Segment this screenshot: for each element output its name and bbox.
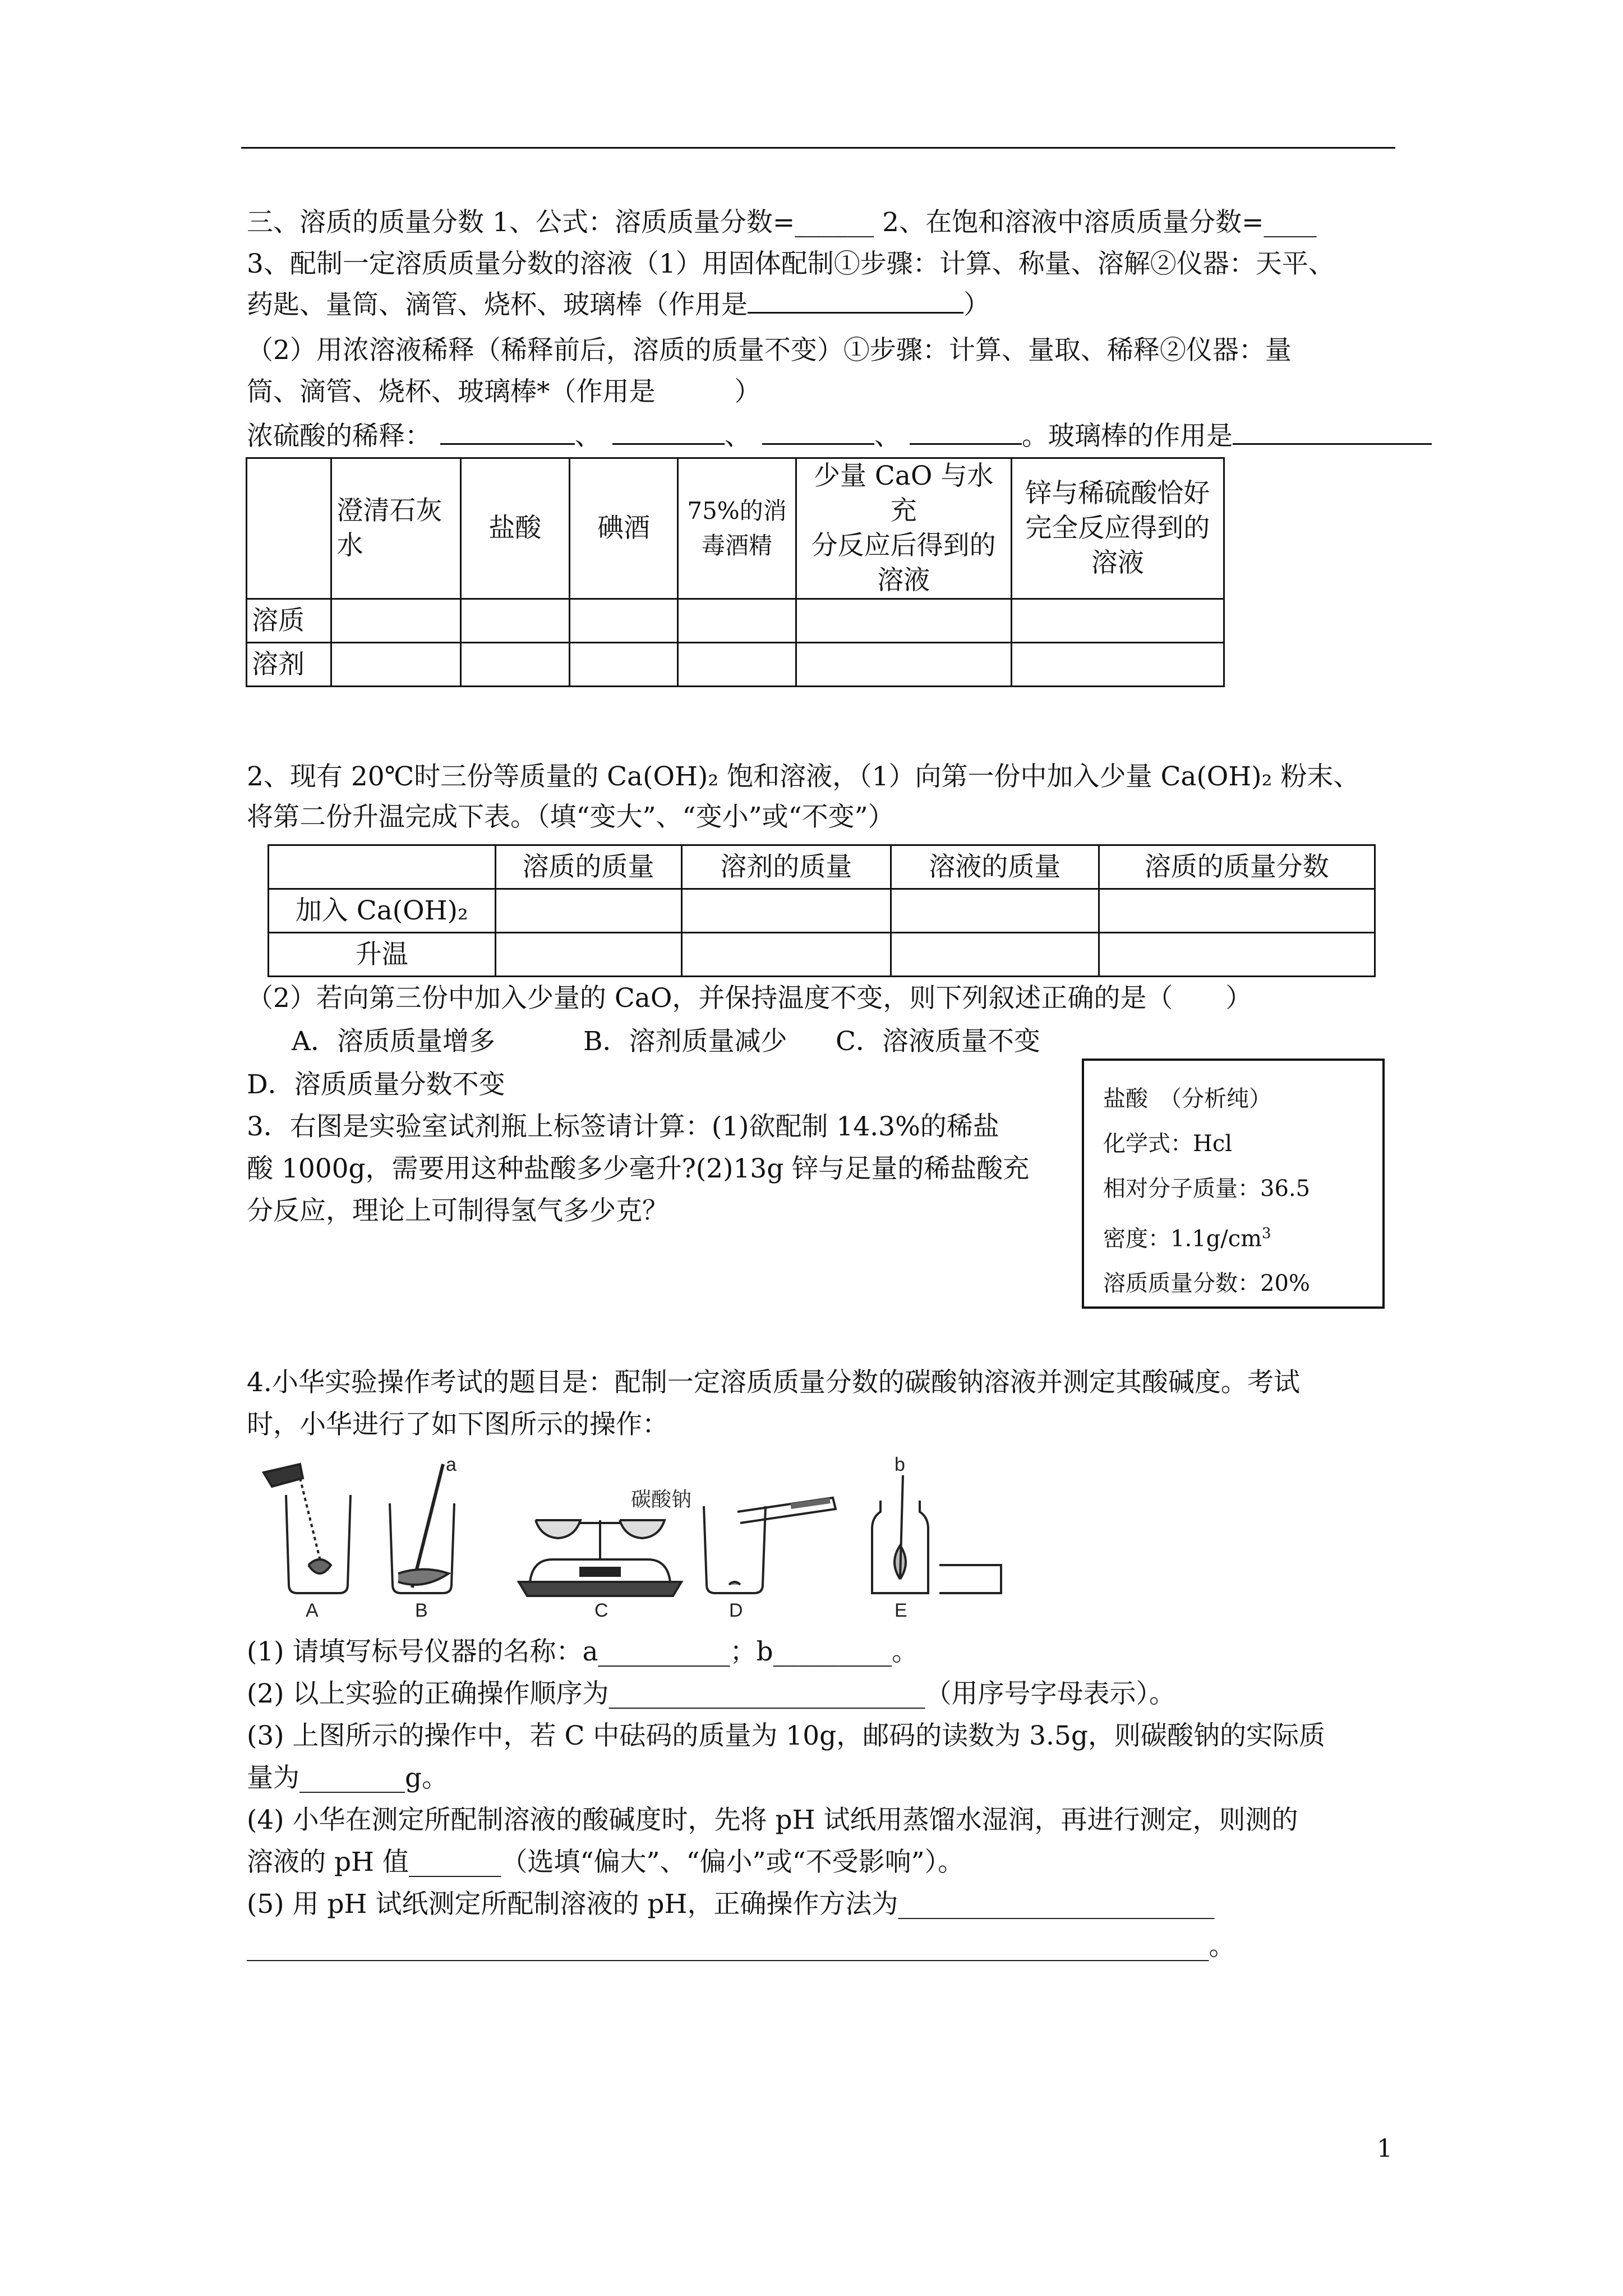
cell[interactable]	[681, 933, 891, 977]
q2-option-d: D．溶质质量分数不变	[247, 1069, 505, 1100]
fig-mark-b: b	[895, 1454, 905, 1475]
cell[interactable]	[460, 599, 569, 643]
cell[interactable]	[569, 599, 678, 643]
q4-p5b: _________________________________________________________________________。	[247, 1931, 1235, 1962]
cell[interactable]	[681, 889, 891, 933]
cell[interactable]	[796, 599, 1011, 643]
fig-label-d: D	[729, 1600, 743, 1621]
q3-line1: 3．右图是实验室试剂瓶上标签请计算：(1)欲配制 14.3%的稀盐	[247, 1111, 999, 1142]
cell[interactable]	[678, 599, 796, 643]
q2-option-a: A．溶质质量增多	[292, 1026, 495, 1057]
fig-mark-a: a	[446, 1454, 457, 1475]
rod-role-label: 。玻璃棒的作用是	[1022, 421, 1233, 452]
q2-option-b: B．溶剂质量减少	[583, 1026, 787, 1057]
blank[interactable]	[440, 421, 575, 445]
row-heat: 升温	[269, 933, 496, 977]
blank[interactable]	[762, 421, 874, 445]
header-iodine: 碘酒	[569, 458, 678, 599]
header-zinc: 锌与稀硫酸恰好 完全反应得到的 溶液	[1011, 458, 1224, 599]
fig-label-e: E	[895, 1600, 907, 1621]
blank[interactable]	[748, 289, 963, 314]
q2-line2: 将第二份升温完成下表。（填“变大”、“变小”或“不变”）	[247, 802, 895, 832]
fig-label-b: B	[415, 1600, 428, 1621]
fig-chem-name: 碳酸钠	[631, 1488, 692, 1511]
cell[interactable]	[1011, 643, 1224, 687]
q4-line2: 时，小华进行了如下图所示的操作：	[247, 1409, 668, 1440]
beaker-a-icon	[264, 1464, 351, 1593]
header-solution-mass: 溶液的质量	[891, 845, 1099, 889]
sep: 、	[725, 421, 751, 452]
bottle-e-icon	[872, 1475, 1001, 1593]
header-mass-fraction: 溶质的质量分数	[1099, 845, 1375, 889]
cell[interactable]	[678, 643, 796, 687]
cell[interactable]	[891, 889, 1099, 933]
q4-p4b: 溶液的 pH 值_______（选填“偏大”、“偏小”或“不受影响”）。	[247, 1847, 965, 1878]
cell[interactable]	[796, 643, 1011, 687]
cell[interactable]	[495, 889, 681, 933]
label-density: 密度：$1.1g/cm^3$	[1103, 1225, 1271, 1252]
beaker-b-icon	[390, 1464, 454, 1593]
q4-p3a: (3) 上图所示的操作中，若 C 中砝码的质量为 10g，邮码的读数为 3.5g，则碳酸钠的实际质	[247, 1720, 1325, 1751]
blank[interactable]	[612, 421, 725, 445]
label-molar-mass: 相对分子质量：36.5	[1103, 1176, 1311, 1202]
row-solute: 溶质	[247, 599, 331, 643]
sep: 、	[575, 421, 601, 452]
cell[interactable]	[331, 643, 460, 687]
cell[interactable]	[460, 643, 569, 687]
header-rule	[241, 147, 1395, 149]
cell[interactable]	[891, 933, 1099, 977]
section3-line6	[247, 417, 1432, 456]
caoh2-table	[268, 844, 1376, 977]
row-solvent: 溶剂	[247, 643, 331, 687]
cell[interactable]	[569, 643, 678, 687]
corner-cell	[269, 845, 496, 889]
beaker-d-icon	[704, 1498, 836, 1593]
section3-line5: 筒、滴管、烧杯、玻璃棒*（作用是 ）	[247, 376, 761, 407]
q2-line1: 2、现有 20℃时三份等质量的 Ca(OH)₂ 饱和溶液，（1）向第一份中加入少量 Ca(OH)₂ 粉末、	[247, 761, 1360, 792]
section3-line3-text: 药匙、量筒、滴管、烧杯、玻璃棒（作用是	[247, 289, 748, 320]
section3-line3-close: ）	[963, 289, 990, 320]
blank[interactable]	[910, 421, 1022, 445]
q4-p1: (1) 请填写标号仪器的名称：a__________；b_________。	[247, 1636, 919, 1667]
q3-line3: 分反应，理论上可制得氢气多少克？	[247, 1195, 668, 1226]
dilution-label: 浓硫酸的稀释：	[247, 421, 431, 452]
solute-solvent-table	[246, 457, 1225, 687]
blank[interactable]	[1233, 421, 1432, 445]
q2-sub2: （2）若向第三份中加入少量的 CaO，并保持温度不变，则下列叙述正确的是（ ）	[247, 983, 1252, 1014]
header-hcl: 盐酸	[460, 458, 569, 599]
balance-icon	[519, 1520, 681, 1596]
q4-p2: (2) 以上实验的正确操作顺序为________________________（用序号字母表示）。	[247, 1678, 1176, 1709]
page-number: 1	[1377, 2134, 1393, 2163]
q4-p3b: 量为________g。	[247, 1763, 449, 1793]
section3-line4: （2）用浓溶液稀释（稀释前后，溶质的质量不变）①步骤：计算、量取、稀释②仪器：量	[247, 335, 1292, 366]
header-alcohol: 75%的消 毒酒精	[678, 458, 796, 599]
q4-line1: 4.小华实验操作考试的题目是：配制一定溶质质量分数的碳酸钠溶液并测定其酸碱度。考试	[247, 1367, 1300, 1398]
cell[interactable]	[331, 599, 460, 643]
header-solvent-mass: 溶剂的质量	[681, 845, 891, 889]
cell[interactable]	[1011, 599, 1224, 643]
label-mass-fraction: 溶质质量分数：20%	[1103, 1271, 1310, 1297]
q3-line2: 酸 1000g，需要用这种盐酸多少毫升?(2)13g 锌与足量的稀盐酸充	[247, 1153, 1030, 1184]
section3-line1: 三、溶质的质量分数 1、公式：溶质质量分数=______ 2、在饱和溶液中溶质质量分数=____	[247, 207, 1317, 238]
cell[interactable]	[1099, 933, 1375, 977]
row-add-caoh2: 加入 Ca(OH)₂	[269, 889, 496, 933]
q4-p4a: (4) 小华在测定所配制溶液的酸碱度时，先将 pH 试纸用蒸馏水湿润，再进行测定，则测的	[247, 1805, 1298, 1835]
fig-label-a: A	[306, 1600, 319, 1621]
cell[interactable]	[1099, 889, 1375, 933]
experiment-figure	[255, 1453, 1035, 1621]
cell[interactable]	[495, 933, 681, 977]
corner-cell	[247, 458, 331, 599]
label-formula: 化学式：Hcl	[1103, 1131, 1233, 1157]
section3-line2: 3、配制一定溶质质量分数的溶液（1）用固体配制①步骤：计算、称量、溶解②仪器：天平、	[247, 249, 1335, 279]
label-name: 盐酸 （分析纯）	[1103, 1086, 1271, 1112]
header-solute-mass: 溶质的质量	[495, 845, 681, 889]
reagent-label	[1082, 1059, 1385, 1309]
section3-line3	[247, 286, 990, 325]
header-cao: 少量 CaO 与水充 分反应后得到的 溶液	[796, 458, 1011, 599]
fig-label-c: C	[594, 1600, 608, 1621]
q2-option-c: C．溶液质量不变	[836, 1026, 1040, 1057]
q4-p5a: (5) 用 pH 试纸测定所配制溶液的 pH，正确操作方法为________________________	[247, 1889, 1215, 1920]
sep: 、	[874, 421, 901, 452]
header-lime-water: 澄清石灰 水	[331, 458, 460, 599]
